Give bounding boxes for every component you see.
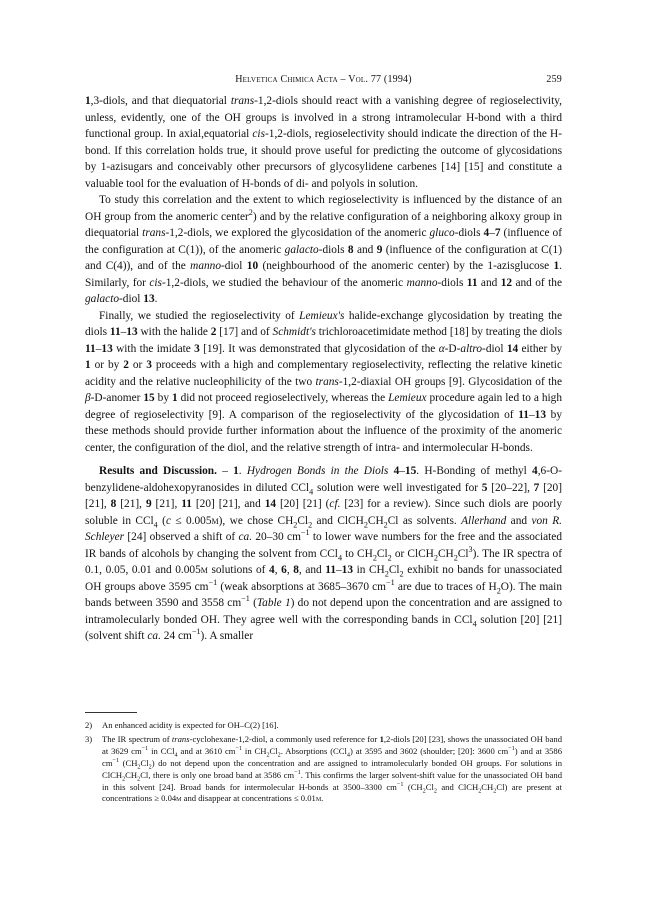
footnote-text: An enhanced acidity is expected for OH–C(2) [16].: [102, 720, 279, 730]
results-text: H-Bonding of methyl 4,6-O-benzylidene-aldohexopyranosides in diluted CCl$_4$ solution were well investigated for 5 [20–22], 7 [20] [21], 8 [21], 9 [21], 11 [20] [21], and 14 [20] [21] (cf. [23] for a review). Since such diols are poorly soluble in CCl$_4$ (c ≤ 0.005m), we chose $CH_2Cl_2$ and $ClCH_2CH_2Cl$ as solvents. Allerhand and von R. Schleyer [24] observed a shift of ca. 20–30 $cm^{-1}$ to lower wave numbers for the free and the associated IR bands of alcohols by changing the solvent from CCl$_4$ to $CH_2Cl_2$ or $ClCH_2CH_2Cl^3$). The IR spectra of 0.1, 0.05, 0.01 and 0.005m solutions of 4, 6, 8, and 11–13 in $CH_2Cl_2$ exhibit no bands for unassociated OH groups above 3595 $cm^{-1}$ (weak absorptions at 3685–3670 $cm^{-1}$ are due to traces of $H_2O$). The main bands between 3590 and 3558 $cm^{-1}$ (Table 1) do not depend upon the concentration and are assigned to intramolecularly bonded OH. They agree well with the corresponding bands in CCl$_4$ solution [20] [21] (solvent shift ca. 24 $cm^{-1}$). A smaller: [85, 465, 563, 642]
footnote-text: The IR spectrum of trans-cyclohexane-1,2-diol, a commonly used reference for 1,2-diols [20] [23], shows the unassociated OH band at 3629 $cm^{-1}$ in CCl$_4$ and at 3610 $cm^{-1}$ in $CH_2Cl_2$. Absorptions (CCl$_4$) at 3595 and 3602 (shoulder; [20]: 3600 $cm^{-1}$) and at 3586 $cm^{-1}$ $(CH_2Cl_2)$ do not depend upon the concentration and are assigned to intramolecularly bonded OH groups. For solutions in $ClCH_2CH_2Cl$, there is only one broad band at 3586 $cm^{-1}$. This confirms the larger solvent-shift value for the unassociated OH band in this solvent [24]. Broad bands for intermolecular H-bonds at 3500–3300 $cm^{-1}$ ($CH_2Cl_2$ and $ClCH_2CH_2Cl$) are present at concentrations ≥ 0.04m and disappear at concentrations ≤ 0.01m.: [102, 733, 563, 804]
paragraph-1: 1,3-diols, and that diequatorial trans-1,2-diols should react with a vanishing degree of regioselectivity, unless, evidently, one of the OH groups is involved in a strong intramolecular H-bond with a third functional group. In axial,equatorial cis-1,2-diols, regioselectivity should indicate the direction of the H-bond. If this correlation holds true, it should prove useful for predicting the outcome of glycosidations by 1-azisugars and conceivably other precursors of glycosylidene carbenes [14] [15] and constitute a valuable tool for the evaluation of H-bonds of di- and polyols in solution.: [85, 95, 563, 190]
running-head: Helvetica Chimica Acta – Vol. 77 (1994): [235, 74, 412, 85]
footnote: [85, 734, 562, 805]
footnote: [85, 720, 562, 732]
footnote-mark: 3): [85, 733, 93, 744]
article-body: [85, 93, 562, 645]
footnote-mark: 2): [85, 720, 93, 730]
paragraph-3: Finally, we studied the regioselectivity of Lemieux's halide-exchange glycosidation by treating the diols 11–13 with the halide 2 [17] and of Schmidt's trichloroacetimidate method [18] by treating the diols 11–13 with the imidate 3 [19]. It was demonstrated that glycosidation of the α-D-altro-diol 14 either by 1 or by 2 or 3 proceeds with a high and complementary regioselectivity, reflecting the relative kinetic acidity and the relative nucleophilicity of the two trans-1,2-diaxial OH groups [9]. Glycosidation of the β-D-anomer 15 by 1 did not proceed regioselectively, whereas the Lemieux procedure again led to a high degree of regioselectivity [9]. A comparison of the regioselectivity of the glycosidation of 11–13 by these methods should provide further information about the influence of the proximity of the anomeric center, the configuration of the diol, and the relative strength of intra- and intermolecular H-bonds.: [85, 309, 563, 454]
footnote-rule: [85, 712, 137, 713]
page-header: [85, 74, 562, 88]
page-number: 259: [546, 74, 562, 85]
section-heading: Results and Discussion.: [99, 465, 217, 477]
paragraph-2: To study this correlation and the extent to which regioselectivity is influenced by the distance of an OH group from the anomeric center$^2$) and by the relative configuration of a neighboring alkoxy group in diequatorial trans-1,2-diols, we explored the glycosidation of the anomeric gluco-diols 4–7 (influence of the configuration at C(1)), of the anomeric galacto-diols 8 and 9 (influence of the configuration at C(1) and C(4)), and of the manno-diol 10 (neighbourhood of the anomeric center) by the 1-azisglucose 1. Similarly, for cis-1,2-diols, we studied the behaviour of the anomeric manno-diols 11 and 12 and of the galacto-diol 13.: [85, 194, 562, 305]
paragraph-results: [85, 463, 562, 645]
footnotes: [85, 712, 562, 807]
subsection-heading: – 1. Hydrogen Bonds in the Diols 4–15.: [222, 465, 420, 477]
